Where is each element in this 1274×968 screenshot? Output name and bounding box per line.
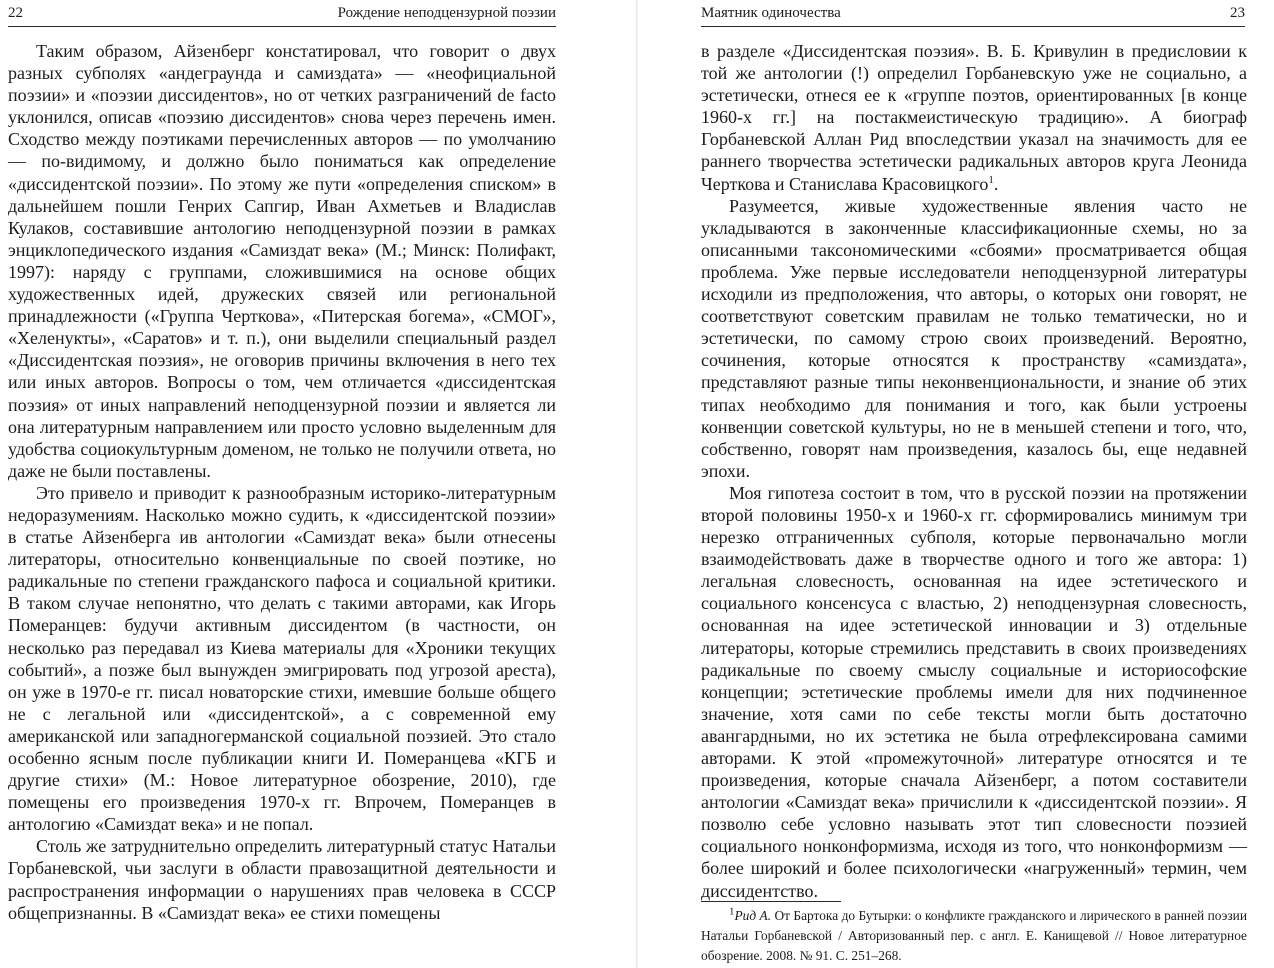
paragraph: Моя гипотеза состоит в том, что в русской поэзии на протяжении второй половины 1950-х и 1960-х гг. сформировались минимум три нерезко отграниченных субполя, которые первоначально могли взаимодействовать даже в творчестве одного и того же автора: 1) легальная словесность, основанная на идее эстетического и социального консенсуса с властью, 2) неподцензурная словесность, основанная на идее эстетической инновации и 3) отдельные литераторы, которые стремились представить в своих произведениях радикальные по своему смыслу социальные и историософские концепции; эстетические проблемы имели для них подчиненное значение, хотя сами по себе тексты могли быть достаточно авангардными, но их эстетика не была отрефлексирована самими авторами. К этой «промежуточной» литературе относятся и те произведения, которые сначала Айзенберг, а потом составители антологии «Самиздат века» причислили к «диссидентской поэзии». Я позволю себе условно называть этот тип словесности поэзией социального нонконформизма, исходя из того, что нонконформизм — более широкий и более психологически «нагруженный» термин, чем диссидентство. (701, 482, 1247, 901)
paragraph (701, 40, 1247, 195)
footnote (701, 906, 1247, 966)
footnote-reference: 1 (988, 173, 994, 186)
page-number-right: 23 (1230, 5, 1245, 21)
sentence-end: . (993, 173, 999, 194)
paragraph: Столь же затруднительно определить литературный статус Натальи Горбаневской, чьи заслуги в области правозащитной деятельности и распространения информации о нарушениях прав человека в СССР общепризнанны. В «Самиздат века» ее стихи помещены (8, 836, 556, 923)
right-page-body (701, 40, 1247, 902)
right-page-header (701, 0, 1245, 27)
paragraph: Разумеется, живые художественные явления часто не укладываются в законченные классификационные схемы, но за описанными таксономическими «сбоями» просматривается общая проблема. Уже первые исследователи неподцензурной литературы исходили из предположения, что авторы, о которых они говорят, не соответствуют советским правилам не только тематически, но и эстетически, по самому строю своих произведений. Вероятно, сочинения, которые относятся к пространству «самиздата», представляют разные типы неконвенциональности, и знание об этих типах необходимо для понимания и того, как были устроены конвенции советской культуры, но не в меньшей степени и того, что, собственно, говорят нам произведения, казалось бы, еще недавней эпохи. (701, 195, 1247, 481)
paragraph-text: в разделе «Диссидентская поэзия». В. Б. Кривулин в предисловии к той же антологии (!) определил Горбаневскую уже не социально, а эстетически, отнеся ее к «группе поэтов, ориентированных [в конце 1960-х гг.] на постакмеистическую традицию». А биограф Горбаневской Аллан Рид впоследствии указал на значимость для ее раннего творчества эстетически радикальных авторов круга Леонида Черткова и Станислава Красовицкого (701, 41, 1247, 194)
footnote-author: Рид А. (734, 908, 772, 923)
paragraph: Таким образом, Айзенберг констатировал, что говорит о двух разных субполях «андеграунда и самиздата» — «неофициальной поэзии» и «поэзии диссидентов», но от четких разграничений de facto уклонился, описав «поэзию диссидентов» снова через перечень имен. Сходство между поэтиками перечисленных авторов — по умолчанию — по-видимому, и должно было пониматься как определение «диссидентской поэзии». По этому же пути «определения списком» в дальнейшем пошли Генрих Сапгир, Иван Ахметьев и Владислав Кулаков, составившие антологию неподцензурной поэзии в рамках энциклопедического издания «Самиздат века» (М.; Минск: Полифакт, 1997): наряду с группами, сложившимися на основе общих художественных идей, дружеских связей или региональной принадлежности («Группа Черткова», «Питерская богема», «СМОГ», «Хеленукты», «Саратов» и т. п.), они выделили специальный раздел «Диссидентская поэзия», не оговорив причины включения в него тех или иных авторов. Вопросы о том, чем отличается «диссидентская поэзия» от иных направлений неподцензурной поэзии и является ли она литературным направлением или просто условно выделенным для удобства социокультурным доменом, не только не получили ответа, но даже не были поставлены. (8, 41, 556, 481)
running-head-left: Рождение неподцензурной поэзии (337, 5, 556, 21)
paragraph: Это привело и приводит к разнообразным историко-литературным недоразумениям. Насколько можно судить, к «диссидентской поэзии» в статье Айзенберга ив антологии «Самиздат века» были отнесены литераторы, относительно конвенциальные по своей поэтике, но радикальные по степени гражданского пафоса и социальной критики. В таком случае непонятно, что делать с такими авторами, как Игорь Померанцев: будучи активным диссидентом (в частности, он несколько раз передавал из Киева материалы для «Хроники текущих событий», а позже был вынужден эмигрировать под угрозой ареста), он уже в 1970-е гг. писал новаторские стихи, имевшие больше общего не с легальной или «диссидентской», а с современной ему американской или западногерманской социальной поэзией. Это стало особенно ясным после публикации книги И. Померанцева «КГБ и другие стихи» (М.: Новое литературное обозрение, 2010), где помещены его произведения 1970-х гг. Впрочем, Померанцев в антологию «Самиздат века» и не попал. (8, 482, 556, 835)
footnote-text: От Бартока до Бутырки: о конфликте гражданского и лирического в ранней поэзии Натальи Горбаневской / Авторизованный пер. с англ. Е. Канищевой // Новое литературное обозрение. 2008. № 91. С. 251–268. (701, 908, 1247, 963)
left-page-body (8, 40, 556, 924)
running-head-right: Маятник одиночества (701, 5, 841, 21)
footnote-rule (701, 901, 841, 902)
page-number-left: 22 (8, 5, 23, 21)
left-page-header (8, 0, 556, 27)
right-page (637, 0, 1274, 968)
footnote-number: 1 (729, 905, 735, 918)
